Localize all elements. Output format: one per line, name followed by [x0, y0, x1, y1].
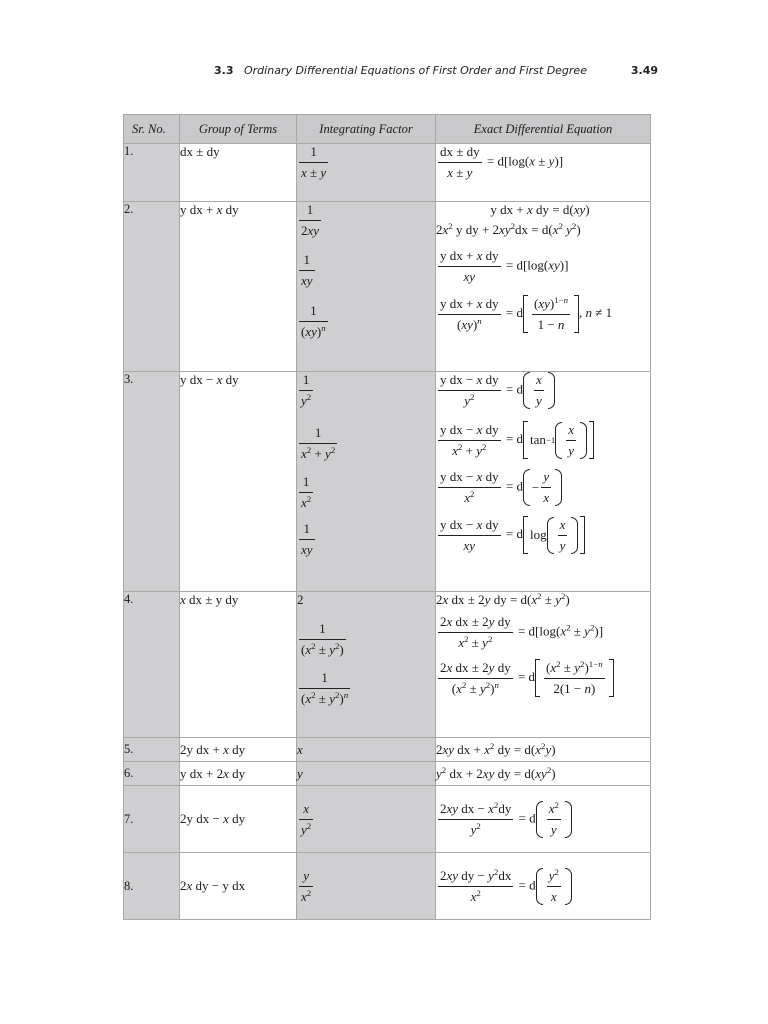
exact-differential: [436, 202, 651, 372]
superscript: 2: [561, 591, 566, 602]
exact-differential: [436, 592, 651, 738]
denominator: $x^2$: [301, 494, 312, 510]
numerator: x: [558, 517, 568, 536]
integrating-factor: [297, 144, 436, 202]
fraction: [299, 425, 337, 462]
superscript: 2: [461, 679, 467, 690]
numerator: 1: [299, 474, 313, 493]
fraction: [438, 660, 513, 697]
table-header: [124, 115, 651, 144]
fraction: [299, 670, 350, 707]
term-expression: x dx ± y dy: [180, 592, 239, 607]
denominator: $x^2$: [470, 887, 481, 904]
superscript: 2: [469, 489, 475, 500]
equation: $\frac{\text{y dx − x dy}}{x^2}$ = d − $\frac{y}{x}$: [436, 469, 650, 506]
fraction: [532, 296, 570, 333]
row-number: 6.: [124, 762, 180, 786]
denominator: $(x^2 \pm y^2)$: [301, 641, 344, 657]
superscript: 2: [311, 641, 316, 652]
section-title: Ordinary Differential Equations of First Order and First Degree: [244, 64, 587, 77]
factor-item: 2: [297, 592, 304, 607]
denominator: $x^2 + y^2$: [452, 441, 487, 458]
denominator: x ± y: [447, 165, 473, 180]
superscript: 2: [566, 622, 571, 633]
row-number: 8.: [124, 853, 180, 920]
running-header: [200, 61, 660, 81]
numerator: 1: [299, 144, 328, 163]
factor-item: [297, 425, 435, 462]
numerator: y dx + x dy: [438, 296, 501, 315]
factor-item: [297, 801, 435, 838]
group-of-terms: [180, 853, 297, 920]
equation: $\frac{\text{y dx − x dy}}{y^2}$ = d $\frac{x}{y}$: [436, 372, 650, 409]
fraction: [438, 801, 513, 838]
table-row: [124, 738, 651, 762]
factor-item: [297, 144, 435, 181]
integrating-factor: [297, 786, 436, 853]
equation: $\frac{\text{y dx − x dy}}{x^2 + y^2}$ = d tan −1 $\frac{x}{y}$: [436, 421, 650, 459]
numerator: $(x^2 \pm y^2)^{1-n}$: [544, 660, 605, 679]
denominator: $(x^2 \pm y^2)^n$: [301, 690, 349, 706]
table-row: [124, 592, 651, 738]
fraction: [534, 372, 544, 409]
superscript: 2: [554, 866, 559, 877]
numerator: dx ± dy: [438, 144, 482, 163]
left-paren: [523, 372, 530, 409]
right-paren: [555, 469, 562, 506]
superscript: 2: [311, 690, 316, 701]
group-of-terms: [180, 144, 297, 202]
superscript: 2: [537, 591, 542, 602]
superscript: n: [494, 679, 499, 690]
numerator: y dx − x dy: [438, 469, 501, 488]
numerator: 1: [299, 252, 315, 271]
numerator: $x^2$: [547, 801, 561, 820]
numerator: 2xy dy − $y^2dx$: [438, 868, 513, 887]
superscript: 2: [476, 820, 481, 831]
exact-differential: [436, 144, 651, 202]
row-number: 4.: [124, 592, 180, 738]
numerator: 1: [299, 372, 313, 391]
group-of-terms: [180, 762, 297, 786]
factor-item: x: [297, 741, 303, 757]
header-row: [124, 115, 651, 144]
row-number: 5.: [124, 738, 180, 762]
equation: $y^2$ dx + 2xy dy = $d(xy^2)$: [436, 764, 556, 781]
numerator: y dx − x dy: [438, 372, 501, 391]
square-bracket-group: log $\frac{x}{y}$: [523, 516, 585, 554]
superscript: 2: [489, 740, 495, 751]
fraction: [438, 144, 482, 181]
denominator: x: [550, 888, 557, 904]
numerator: 2xy dx − $x^2dy$: [438, 801, 513, 820]
table-row: [124, 144, 651, 202]
superscript: 2: [464, 634, 469, 645]
exact-differential: [436, 738, 651, 762]
superscript: 2: [334, 641, 340, 652]
fraction: [544, 660, 605, 697]
table-row: [124, 786, 651, 853]
right-paren: [565, 868, 572, 905]
factor-item: [297, 474, 435, 511]
table-row: [124, 762, 651, 786]
fraction: [438, 248, 501, 285]
term-expression: 2x dy − y dx: [180, 878, 246, 893]
factor-item: [297, 621, 435, 658]
parenthesis-group: [555, 422, 587, 459]
right-bracket: [609, 659, 614, 697]
row-number: 3.: [124, 372, 180, 592]
superscript: 2: [554, 799, 559, 810]
fraction: [541, 469, 551, 506]
column-header-integrating-factor: Integrating Factor: [297, 115, 436, 144]
superscript: 2: [493, 866, 499, 877]
numerator: y dx + x dy: [438, 248, 501, 267]
numerator: 1: [299, 303, 328, 322]
numerator: $y^2$: [547, 868, 561, 887]
term-expression: y dx − x dy: [180, 372, 239, 387]
denominator: 2(1 − n): [553, 680, 596, 696]
integrating-factor: [297, 762, 436, 786]
denominator: (xy)$^n$: [301, 323, 326, 339]
numerator: x: [534, 372, 544, 391]
right-paren: [571, 517, 578, 554]
equation: y dx + x dy = d(xy): [490, 202, 590, 217]
superscript: 1−n: [554, 294, 569, 305]
denominator: $x^2$: [464, 489, 475, 505]
superscript: 2: [457, 441, 463, 452]
superscript: 2: [482, 441, 487, 452]
superscript: 2: [306, 445, 312, 456]
denominator: $x^2 + y^2$: [301, 445, 336, 461]
left-paren: [523, 469, 530, 506]
denominator: 1 − n: [537, 316, 565, 332]
parenthesis-group: − $\frac{y}{x}$: [523, 469, 562, 506]
exact-differential: [436, 853, 651, 920]
left-paren: [547, 517, 554, 554]
denominator: $x^2 \pm y^2$: [458, 634, 493, 650]
denominator: xy: [301, 273, 313, 288]
equation: $\frac{2xy dy - y^2dx}{x^2}$ = d $\frac{y^2}{x}$: [436, 868, 650, 905]
superscript: 2: [469, 392, 475, 403]
superscript: 2: [441, 764, 447, 775]
superscript: 2: [306, 887, 312, 898]
numerator: 2x dx ± 2y dy: [438, 614, 513, 633]
fraction: [299, 621, 346, 658]
integrating-factor: [297, 853, 436, 920]
numerator: (xy)$^{1-n}$: [532, 296, 570, 315]
group-of-terms: [180, 592, 297, 738]
fraction: [299, 801, 313, 838]
numerator: y dx − x dy: [438, 517, 501, 536]
superscript: 2: [571, 221, 577, 232]
equation: $\frac{2xy dx - x^2dy}{y^2}$ = d $\frac{x^2}{y}$: [436, 801, 650, 838]
row-number: 7.: [124, 786, 180, 853]
equation: $\frac{\text{y dx − x dy}}{xy}$ = d log $\frac{x}{y}$: [436, 516, 650, 554]
table-row: [124, 853, 651, 920]
factor-item: [297, 202, 435, 239]
fraction: [438, 296, 501, 333]
parenthesis-group: [536, 801, 572, 838]
factor-item: [297, 252, 435, 289]
group-of-terms: [180, 202, 297, 372]
numerator: 1: [299, 202, 321, 221]
square-bracket-group: tan −1 $\frac{x}{y}$: [523, 421, 594, 459]
fraction: [299, 303, 328, 340]
superscript: 2: [510, 221, 516, 232]
integrating-factor-table: [123, 114, 651, 920]
denominator: y: [535, 393, 542, 408]
numerator: 2x dx ± 2y dy: [438, 660, 513, 679]
group-of-terms: [180, 786, 297, 853]
superscript: 2: [485, 679, 491, 690]
factor-item: [297, 868, 435, 905]
right-paren: [580, 422, 587, 459]
superscript: 2: [306, 494, 312, 505]
parenthesis-group: [536, 868, 572, 905]
denominator: (xy)$^n$: [456, 315, 482, 332]
fraction: [547, 868, 561, 905]
denominator: x ± y: [301, 165, 327, 180]
left-paren: [536, 801, 543, 838]
fraction: [299, 372, 313, 409]
superscript: 1−n: [588, 658, 603, 669]
equation: $\frac{\text{2x dx ± 2y dy}}{x^2 \pm y^2}$ = $d[\log(x^2 \pm y^2)]$: [440, 614, 604, 650]
superscript: 2: [306, 392, 312, 403]
square-bracket-group: [535, 659, 614, 697]
term-expression: y dx + x dy: [180, 202, 239, 217]
group-of-terms: [180, 372, 297, 592]
superscript: 2: [330, 445, 336, 456]
factor-item: [297, 372, 435, 409]
left-paren: [555, 422, 562, 459]
term-expression: y dx + 2x dy: [180, 765, 246, 781]
equation: $\frac{\text{y dx + x dy}}{xy}$ = d[log(xy)]: [440, 248, 569, 284]
right-paren: [548, 372, 555, 409]
equation: 2xy dx + $x^2$ dy = $d(x^2y)$: [436, 740, 556, 757]
numerator: 1: [299, 621, 346, 640]
denominator: $y^2$: [464, 392, 475, 408]
fraction: [299, 474, 313, 511]
fraction: [438, 422, 501, 459]
denominator: y: [568, 442, 575, 458]
factor-item: [297, 303, 435, 340]
denominator: y: [550, 821, 557, 837]
numerator: 1: [299, 670, 350, 689]
denominator: $y^2$: [470, 820, 481, 837]
table-row: [124, 202, 651, 372]
left-paren: [536, 868, 543, 905]
superscript: 2: [541, 740, 546, 751]
factor-item: [297, 670, 435, 707]
numerator: 1: [299, 425, 337, 444]
fraction: [438, 868, 513, 905]
fraction: [299, 868, 313, 905]
square-bracket-group: [523, 295, 579, 333]
numerator: y: [541, 469, 551, 488]
fraction: [299, 202, 321, 239]
parenthesis-group: [547, 517, 579, 554]
fraction: [299, 521, 315, 558]
superscript: 2: [306, 820, 312, 831]
right-bracket: [589, 421, 594, 459]
numerator: y: [299, 868, 313, 887]
fraction: [299, 144, 328, 181]
term-expression: dx ± dy: [180, 144, 220, 159]
fraction: [566, 422, 576, 459]
exact-differential: [436, 762, 651, 786]
fraction: [438, 372, 501, 409]
denominator: $(x^2 \pm y^2)^n$: [451, 679, 499, 696]
parenthesis-group: [523, 372, 555, 409]
term-expression: 2y dx − x dy: [180, 811, 246, 826]
fraction: [438, 614, 513, 651]
page-number: 3.49: [630, 64, 658, 77]
equation: $\frac{\text{y dx + x dy}}{(xy)^n}$ = d $\frac{(xy)^{1-n}}{1 - n}$ , n ≠ 1: [440, 294, 613, 332]
row-number: 1.: [124, 144, 180, 202]
numerator: x: [566, 422, 576, 441]
integrating-factor: [297, 592, 436, 738]
denominator: $x^2$: [301, 887, 312, 904]
superscript: 2: [556, 658, 561, 669]
denominator: 2xy: [301, 223, 320, 238]
superscript: 2: [558, 221, 563, 232]
superscript: 2: [334, 690, 340, 701]
denominator: $y^2$: [301, 392, 312, 408]
group-of-terms: [180, 738, 297, 762]
term-expression: 2y dx + x dy: [180, 741, 246, 757]
superscript: 2: [580, 658, 585, 669]
integrating-factor: [297, 202, 436, 372]
superscript: 2: [448, 221, 453, 232]
numerator: 1: [299, 521, 315, 540]
superscript: 2: [487, 634, 493, 645]
row-number: 2.: [124, 202, 180, 372]
denominator: xy: [463, 269, 476, 284]
superscript: 2: [589, 622, 595, 633]
table-row: [124, 372, 651, 592]
exact-differential: [436, 372, 651, 592]
column-header-exact-differential-equation: Exact Differential Equation: [436, 115, 651, 144]
equation: 2x dx ± 2y dy = $d(x^2 \pm y^2)$: [436, 591, 570, 607]
table-body: [124, 144, 651, 920]
denominator: xy: [301, 542, 313, 557]
denominator: $y^2$: [301, 820, 312, 837]
fraction: [438, 469, 501, 506]
superscript: n: [477, 315, 482, 326]
superscript: n: [321, 323, 326, 334]
column-header-sr-no: Sr. No.: [124, 115, 180, 144]
superscript: 2: [546, 764, 552, 775]
denominator: xy: [463, 537, 476, 553]
factor-item: y: [297, 765, 303, 781]
integrating-factor: [297, 372, 436, 592]
superscript: n: [343, 690, 349, 701]
equation: $2x^2$ y dy + $2xy^2dx = d(x^2$ $y^2$): [436, 221, 581, 237]
right-paren: [565, 801, 572, 838]
section-number: 3.3: [214, 64, 234, 77]
factor-item: [297, 521, 435, 558]
fraction: [547, 801, 561, 838]
fraction: [438, 517, 501, 554]
numerator: x: [299, 801, 313, 820]
fraction: [558, 517, 568, 554]
superscript: 2: [493, 799, 499, 810]
right-bracket: [580, 516, 585, 554]
equation: $\frac{\text{2x dx ± 2y dy}}{(x^2 \pm y^2)^n}$ = d $\frac{(x^2 \pm y^2)^{1-n}}{2(1 - n)}$: [436, 659, 650, 697]
integrating-factor: [297, 738, 436, 762]
denominator: x: [543, 490, 550, 505]
numerator: y dx − x dy: [438, 422, 501, 441]
superscript: 2: [476, 887, 481, 898]
fraction: [299, 252, 315, 289]
equation: $\frac{dx \pm dy}{x \pm y}$ = d[log(x ± y)]: [440, 144, 564, 180]
column-header-group-of-terms: Group of Terms: [180, 115, 297, 144]
denominator: y: [559, 537, 566, 553]
exact-differential: [436, 786, 651, 853]
